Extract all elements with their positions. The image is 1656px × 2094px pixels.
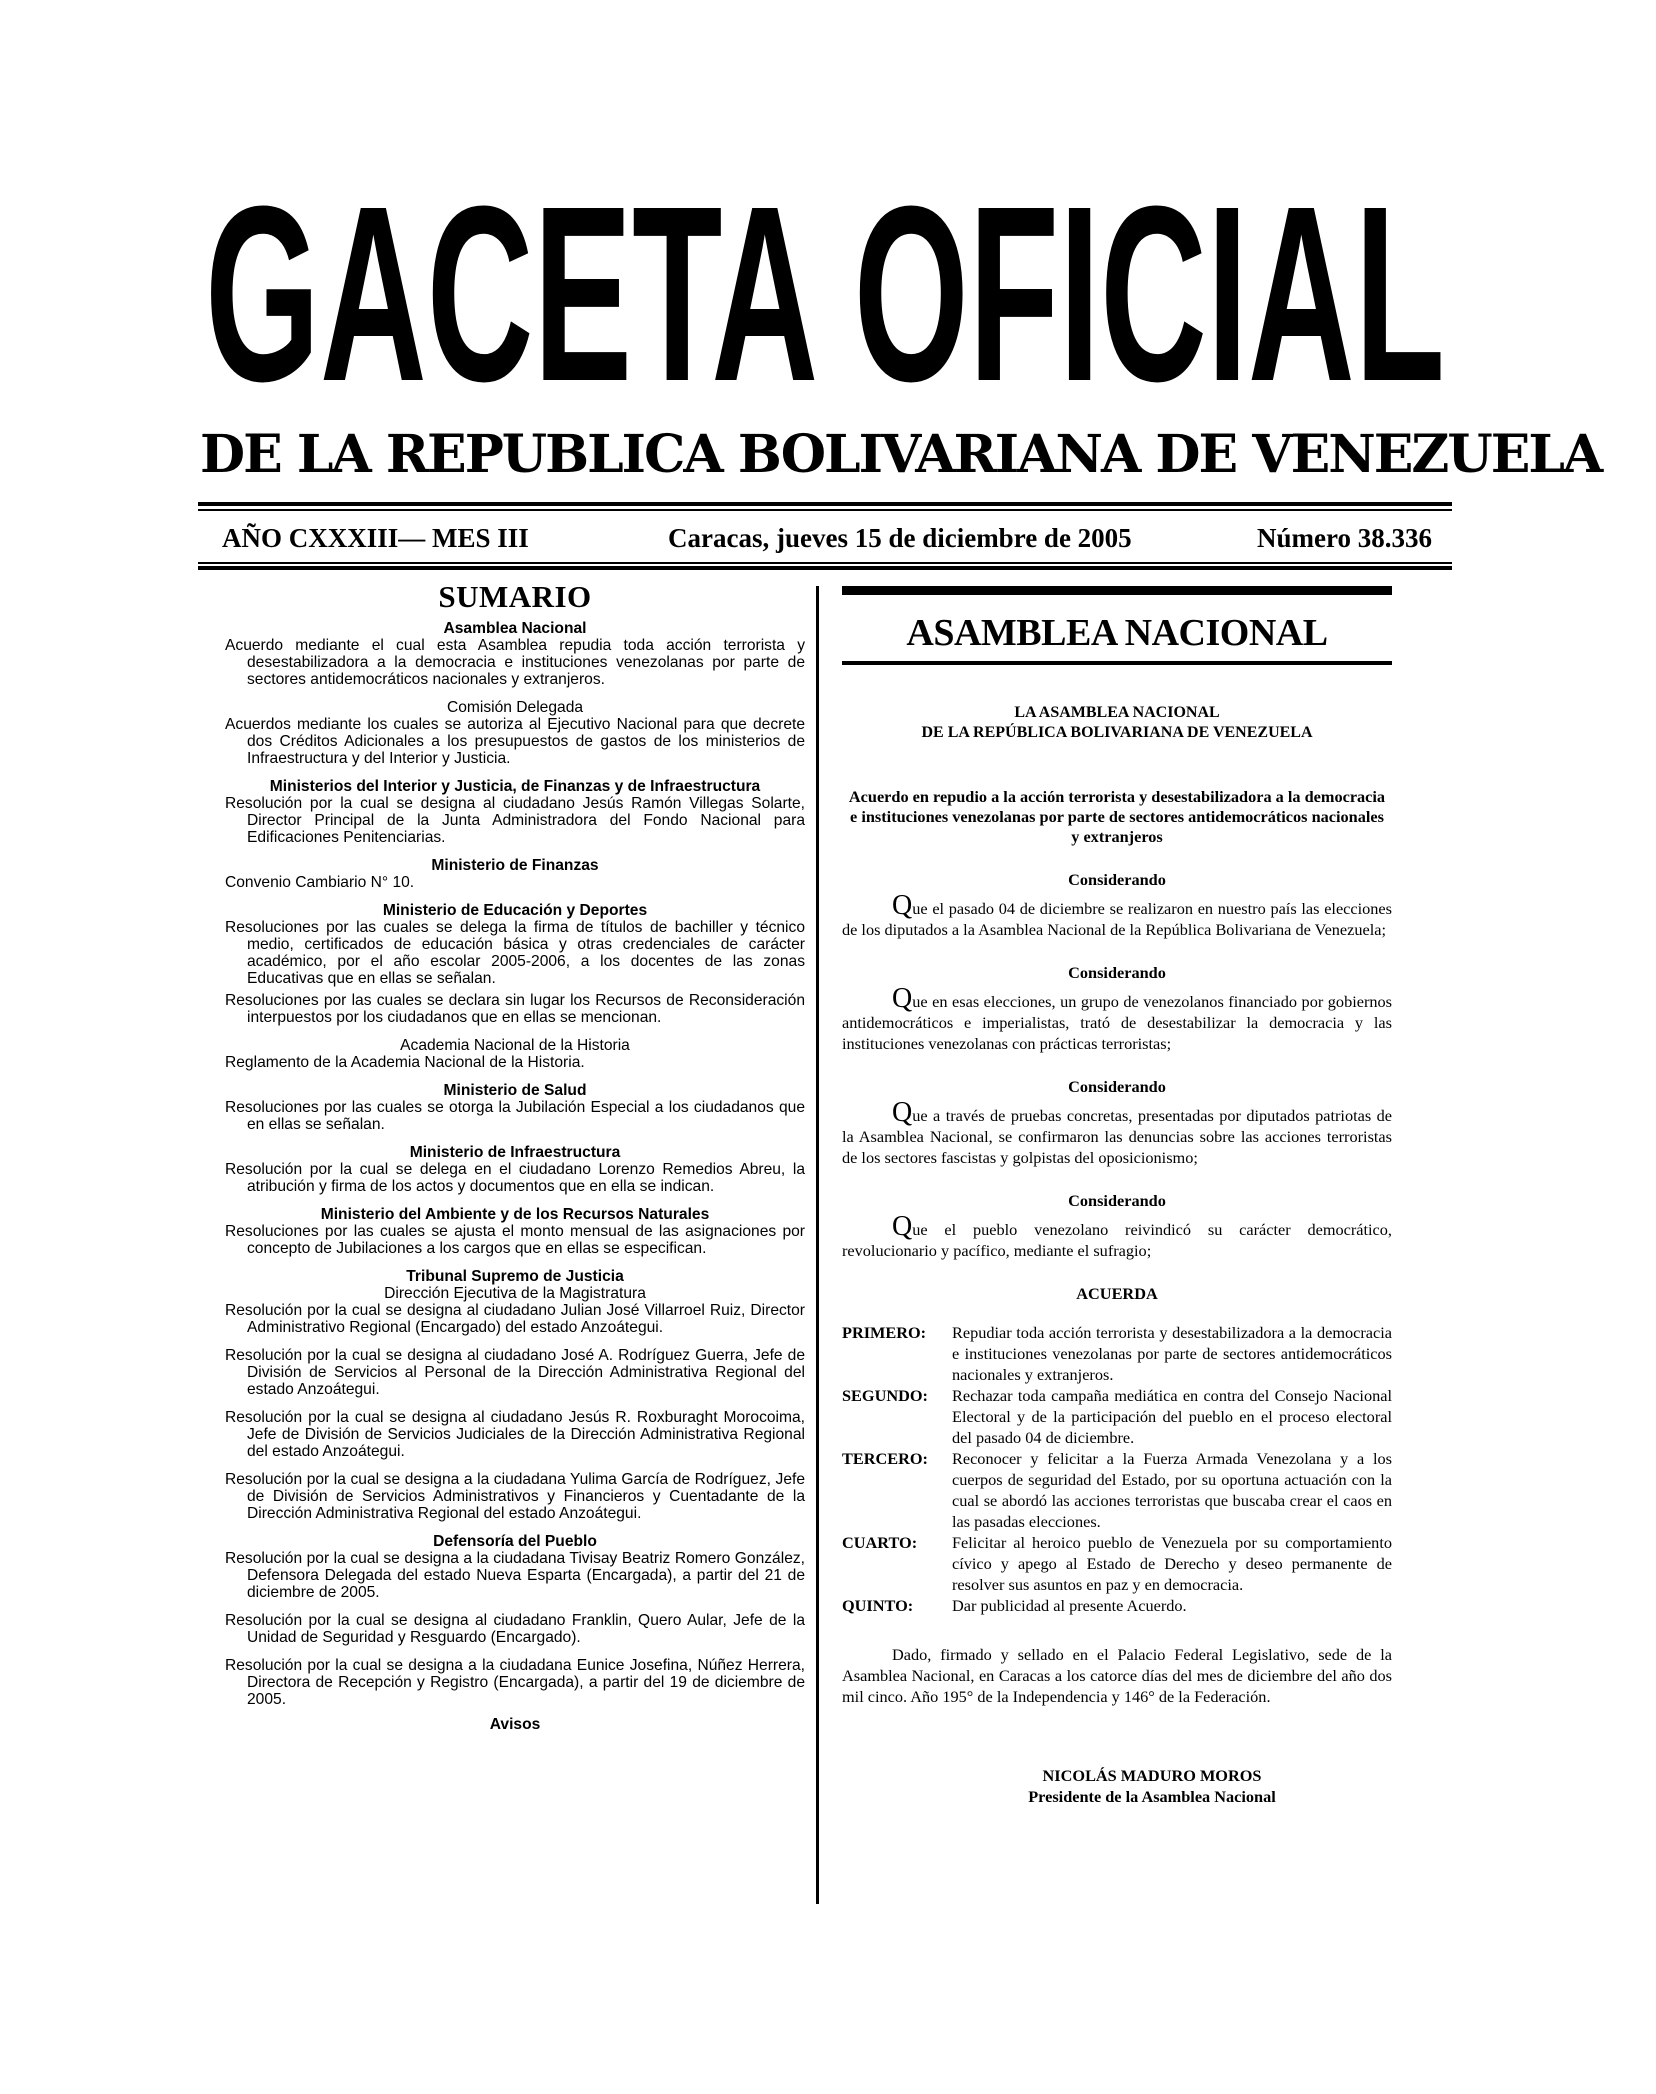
sumario-heading: Ministerio de Infraestructura: [409, 1144, 621, 1161]
sumario-entry: Resolución por la cual se designa al ciudadano Jesús Ramón Villegas Solarte, Director Principal de la Junta Administradora del Fondo Nacional para Edificaciones Penitenciarias.: [225, 795, 805, 846]
sumario: [225, 578, 805, 1733]
dateline-number: Número 38.336: [1257, 523, 1432, 553]
dateline-rule-bottom-thin: [198, 562, 1452, 564]
acuerdo-text: Dar publicidad al presente Acuerdo.: [952, 1596, 1187, 1615]
sumario-entry: Resolución por la cual se designa a la ciudadana Tivisay Beatriz Romero González, Defensora Delegada del estado Nueva Esparta (Encargada), a partir del 21 de diciembre de 2005.: [225, 1550, 805, 1601]
dado-paragraph: Dado, firmado y sellado en el Palacio Federal Legislativo, sede de la Asamblea Nacional, en Caracas a los catorce días del mes de diciembre del año dos mil cinco. Año 195° de la Independencia y 146° de la Federación.: [842, 1645, 1392, 1706]
sumario-heading: Defensoría del Pueblo: [433, 1533, 597, 1550]
acuerdo-item: [842, 1385, 1392, 1448]
considerando-text: ue el pasado 04 de diciembre se realizaron en nuestro país las elecciones de los diputados a la Asamblea Nacional de la República Bolivariana de Venezuela;: [842, 899, 1392, 939]
sumario-heading: Tribunal Supremo de Justicia: [406, 1268, 624, 1285]
acuerdos-list: [842, 1322, 1392, 1616]
sumario-heading: Ministerio de Finanzas: [431, 857, 599, 874]
acuerdo-text: Reconocer y felicitar a la Fuerza Armada Venezolana y a los cuerpos de seguridad del Estado, por su oportuna actuación con la cual se abordó las acciones terroristas que buscaba crear el caos en las pasadas elecciones.: [952, 1449, 1392, 1531]
dateline-year: AÑO CXXXIII— MES III: [222, 523, 529, 553]
masthead-title: [200, 180, 1450, 400]
masthead: [200, 180, 1450, 400]
acuerdo-text: Repudiar toda acción terrorista y desestabilizadora a la democracia e instituciones venezolanas por parte de sectores antidemocráticos nacionales y extranjeros.: [952, 1323, 1392, 1384]
considerando-label: Considerando: [1068, 870, 1166, 889]
acuerdo-subject: Acuerdo en repudio a la acción terrorista y desestabilizadora a la democracia e instituciones venezolanas por parte de sectores antidemocráticos nacionales y extranjeros: [848, 787, 1386, 846]
column-divider: [816, 586, 819, 1904]
considerando-text: ue a través de pruebas concretas, presentadas por diputados patriotas de la Asamblea Nacional, se confirmaron las denuncias sobre las acciones terroristas de los sectores fascistas y golpistas del oposicionismo;: [842, 1106, 1392, 1167]
acuerdo-item: [842, 1448, 1392, 1532]
dateline-date: Caracas, jueves 15 de diciembre de 2005: [668, 523, 1132, 553]
acuerdo-label: QUINTO:: [842, 1596, 914, 1615]
sumario-entry: Resolución por la cual se designa a la ciudadana Yulima García de Rodríguez, Jefe de División de Servicios Administrativos y Financieros y Cuentadante de la Dirección Administrativa Regional del estado Anzoátegui.: [225, 1471, 805, 1522]
considerando-label: Considerando: [1068, 963, 1166, 982]
sumario-entry: Acuerdo mediante el cual esta Asamblea repudia toda acción terrorista y desestabilizadora a la democracia e instituciones venezolanas por parte de sectores antidemocráticos nacionales y extranjeros.: [225, 637, 805, 688]
dateline-rule-bottom: [198, 566, 1452, 570]
acuerdo-label: SEGUNDO:: [842, 1386, 928, 1405]
acuerdo-item: [842, 1322, 1392, 1385]
acuerdo-text: Felicitar al heroico pueblo de Venezuela por su comportamiento cívico y apego al Estado de Derecho y deseo permanente de resolver sus asuntos en paz y en democracia.: [952, 1533, 1392, 1594]
sumario-entry: Acuerdos mediante los cuales se autoriza al Ejecutivo Nacional para que decrete dos Créditos Adicionales a los presupuestos de gastos de los ministerios de Infraestructura y del Interior y Justicia.: [225, 716, 805, 767]
sumario-heading: Comisión Delegada: [446, 699, 584, 716]
considerando-label: Considerando: [1068, 1077, 1166, 1096]
acuerdo-item: [842, 1595, 1392, 1616]
considerando-paragraph: [842, 983, 1392, 1054]
sumario-entry: Reglamento de la Academia Nacional de la Historia.: [225, 1054, 585, 1071]
considerando-text: ue en esas elecciones, un grupo de venezolanos financiado por gobiernos antidemocráticos e imperialistas, trató de desestabilizar la democracia y las instituciones venezolanas con prácticas terroristas;: [842, 992, 1392, 1053]
sumario-heading: Ministerios del Interior y Justicia, de Finanzas y de Infraestructura: [269, 778, 761, 795]
considerando-label: Considerando: [1068, 1191, 1166, 1210]
dateline: [222, 520, 1432, 556]
sumario-entry: Resolución por la cual se designa a la ciudadana Eunice Josefina, Núñez Herrera, Directora de Recepción y Registro (Encargada), a partir del 19 de diciembre de 2005.: [225, 1657, 805, 1708]
sumario-entry: Convenio Cambiario N° 10.: [225, 874, 415, 891]
signatory-name: NICOLÁS MADURO MOROS: [1042, 1766, 1262, 1785]
considerando-text: ue el pueblo venezolano reivindicó su carácter democrático, revolucionario y pacífico, mediante el sufragio;: [842, 1220, 1392, 1260]
acuerdo-label: CUARTO:: [842, 1533, 918, 1552]
sumario-heading: Ministerio de Salud: [443, 1082, 587, 1099]
issuer-line-2: DE LA REPÚBLICA BOLIVARIANA DE VENEZUELA: [921, 724, 1313, 741]
sumario-entry: Resoluciones por las cuales se delega la firma de títulos de bachiller y técnico medio, certificados de educación básica y otras credenciales de carácter académico, por el año escolar 2005-2006, a los docentes de las zonas Educativas que en ellas se señalan.: [225, 919, 805, 987]
sumario-heading: Academia Nacional de la Historia: [400, 1037, 630, 1054]
section-top-bar: [842, 586, 1392, 595]
sumario-entry: Resoluciones por las cuales se otorga la Jubilación Especial a los ciudadanos que en ellas se señalan.: [225, 1099, 805, 1133]
sumario-entry: Resolución por la cual se designa al ciudadano José A. Rodríguez Guerra, Jefe de División de Servicios al Personal de la Dirección Administrativa Regional del estado Anzoátegui.: [225, 1347, 805, 1398]
asamblea-section: [842, 586, 1392, 1807]
dateline-rule-top: [198, 502, 1452, 506]
sumario-heading: Ministerio de Educación y Deportes: [382, 902, 648, 919]
sumario-title: SUMARIO: [438, 579, 592, 614]
acuerda-label: ACUERDA: [1076, 1284, 1158, 1303]
issuer-line-1: LA ASAMBLEA NACIONAL: [1014, 704, 1220, 721]
sumario-heading: Ministerio del Ambiente y de los Recursos Naturales: [320, 1206, 710, 1223]
acuerdo-item: [842, 1532, 1392, 1595]
sumario-avisos: Avisos: [489, 1716, 541, 1733]
masthead-subtitle: DE LA REPUBLICA BOLIVARIANA DE VENEZUELA: [200, 424, 1602, 485]
sumario-heading: Asamblea Nacional: [443, 620, 587, 637]
considerando-paragraph: [842, 1097, 1392, 1168]
dropcap: Q: [892, 1097, 913, 1128]
sumario-entry: Resolución por la cual se delega en el ciudadano Lorenzo Remedios Abreu, la atribución y firma de los actos y documentos que en ella se indican.: [225, 1161, 805, 1195]
dropcap: Q: [892, 890, 913, 921]
sumario-entry: Resolución por la cual se designa al ciudadano Julian José Villarroel Ruiz, Director Administrativo Regional (Encargado) del estado Anzoátegui.: [225, 1302, 805, 1336]
section-title-rule: [842, 661, 1392, 665]
dropcap: Q: [892, 1211, 913, 1242]
dateline-rule-top-thin: [198, 509, 1452, 511]
considerando-paragraph: [842, 890, 1392, 940]
sumario-entry: Resolución por la cual se designa al ciudadano Jesús R. Roxburaght Morocoima, Jefe de División de Servicios Judiciales de la Dirección Administrativa Regional del estado Anzoátegui.: [225, 1409, 805, 1460]
sumario-entry: Resoluciones por las cuales se ajusta el monto mensual de las asignaciones por concepto de Jubilaciones a los cargos que en ellas se especifican.: [225, 1223, 805, 1257]
sumario-entry: Resolución por la cual se designa al ciudadano Franklin, Quero Aular, Jefe de la Unidad de Seguridad y Resguardo (Encargado).: [225, 1612, 805, 1646]
masthead-title-text: GACETA OFICIAL: [205, 180, 1445, 400]
acuerdo-label: PRIMERO:: [842, 1323, 927, 1342]
dropcap: Q: [892, 983, 913, 1014]
acuerdo-label: TERCERO:: [842, 1449, 928, 1468]
acuerdo-text: Rechazar toda campaña mediática en contra del Consejo Nacional Electoral y de la participación del pueblo en el proceso electoral del pasado 04 de diciembre.: [952, 1386, 1392, 1447]
section-title: ASAMBLEA NACIONAL: [906, 612, 1328, 654]
signatory-title: Presidente de la Asamblea Nacional: [1028, 1787, 1276, 1806]
considerando-paragraph: [842, 1211, 1392, 1261]
sumario-entry: Resoluciones por las cuales se declara sin lugar los Recursos de Reconsideración interpuestos por los ciudadanos que en ellas se mencionan.: [225, 992, 805, 1026]
sumario-subheading: Dirección Ejecutiva de la Magistratura: [384, 1285, 646, 1302]
